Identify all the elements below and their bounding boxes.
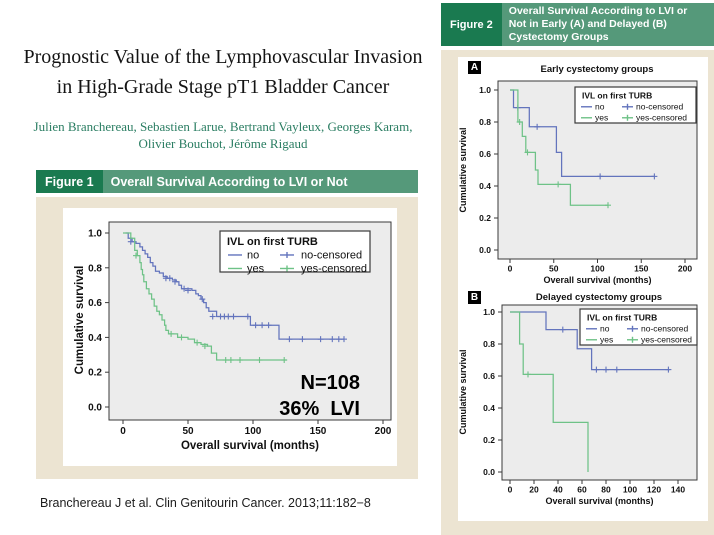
figure2b-km-chart <box>458 290 708 522</box>
svg-text:0.0: 0.0 <box>483 466 495 477</box>
legend <box>575 87 696 123</box>
svg-text:0.0: 0.0 <box>88 402 102 414</box>
svg-text:36% LVI: 36% LVI <box>279 398 360 420</box>
page-title <box>0 42 446 102</box>
figure1-km-chart <box>63 208 397 466</box>
figure1-header-title: Overall Survival According to LVI or Not <box>103 170 418 193</box>
figure1-background <box>36 197 418 479</box>
authors-line-1: Julien Branchereau, Sebastien Larue, Bertrand Vayleux, Georges Karam, <box>33 119 413 134</box>
svg-text:150: 150 <box>634 263 649 274</box>
figure1-panel <box>36 170 418 479</box>
figure2a-km-chart <box>458 60 708 290</box>
figure1-header <box>36 170 418 193</box>
figure2-chart-card <box>458 57 708 521</box>
figure2-panel <box>441 3 714 535</box>
title-line-1: Prognostic Value of the Lymphovascular Invasion <box>23 46 423 68</box>
svg-text:no-censored: no-censored <box>641 323 689 334</box>
x-axis-label: Overall survival (months) <box>543 275 652 285</box>
chart-title: Early cystectomy groups <box>540 64 654 75</box>
svg-text:0.8: 0.8 <box>88 263 102 275</box>
panel-a-label: A <box>468 61 481 74</box>
y-axis-label: Cumulative survival <box>74 265 86 375</box>
x-axis-label: Overall survival (months) <box>545 496 654 506</box>
authors-line-2: Olivier Bouchot, Jérôme Rigaud <box>138 136 308 151</box>
citation: Branchereau J et al. Clin Genitourin Cancer. 2013;11:182−8 <box>40 496 371 510</box>
svg-text:100: 100 <box>622 484 638 495</box>
svg-text:150: 150 <box>309 426 327 437</box>
svg-text:20: 20 <box>529 484 539 495</box>
svg-text:0.0: 0.0 <box>479 244 491 255</box>
figure2-background <box>441 50 714 535</box>
svg-text:yes: yes <box>247 263 265 275</box>
figure1-label: Figure 1 <box>36 170 103 193</box>
svg-text:yes-censored: yes-censored <box>301 263 368 275</box>
svg-text:yes-censored: yes-censored <box>641 334 693 345</box>
svg-text:no-censored: no-censored <box>636 101 684 112</box>
svg-text:200: 200 <box>677 263 693 274</box>
svg-text:0.6: 0.6 <box>88 298 102 310</box>
svg-text:80: 80 <box>601 484 611 495</box>
svg-text:1.0: 1.0 <box>483 306 495 317</box>
svg-text:0.6: 0.6 <box>479 148 491 159</box>
svg-text:50: 50 <box>549 263 559 274</box>
svg-text:0.4: 0.4 <box>483 402 495 413</box>
figure2-label: Figure 2 <box>441 3 502 46</box>
legend <box>580 309 697 345</box>
svg-text:no: no <box>247 249 260 262</box>
svg-text:0.4: 0.4 <box>88 332 102 344</box>
figure2-header <box>441 3 714 46</box>
svg-text:40: 40 <box>553 484 563 495</box>
svg-text:no: no <box>600 323 610 334</box>
svg-text:100: 100 <box>590 263 605 274</box>
svg-text:0.2: 0.2 <box>483 434 495 445</box>
svg-text:yes: yes <box>595 112 609 123</box>
authors <box>0 118 446 152</box>
svg-text:N=108: N=108 <box>300 372 360 394</box>
svg-text:0: 0 <box>120 426 126 437</box>
svg-text:no-censored: no-censored <box>301 249 363 262</box>
legend-title: IVL on first TURB <box>582 90 653 101</box>
legend-title: IVL on first TURB <box>587 312 658 323</box>
svg-text:0: 0 <box>507 484 513 495</box>
panel-b-label: B <box>468 291 481 304</box>
svg-text:1.0: 1.0 <box>88 228 102 240</box>
svg-text:no: no <box>595 101 605 112</box>
svg-text:60: 60 <box>577 484 587 495</box>
svg-text:0.4: 0.4 <box>479 180 491 191</box>
svg-text:0: 0 <box>507 263 513 274</box>
svg-text:yes: yes <box>600 334 614 345</box>
svg-text:yes-censored: yes-censored <box>636 112 688 123</box>
x-axis-label: Overall survival (months) <box>180 440 320 452</box>
title-line-2: in High-Grade Stage pT1 Bladder Cancer <box>56 76 390 98</box>
svg-text:0.8: 0.8 <box>479 116 491 127</box>
chart-title: Delayed cystectomy groups <box>535 292 663 303</box>
svg-text:100: 100 <box>244 426 262 437</box>
svg-text:0.8: 0.8 <box>483 338 495 349</box>
y-axis-label: Cumulative survival <box>458 127 468 213</box>
svg-text:0.2: 0.2 <box>479 212 491 223</box>
svg-text:0.6: 0.6 <box>483 370 495 381</box>
svg-text:0.2: 0.2 <box>88 367 102 379</box>
y-axis-label: Cumulative survival <box>458 349 468 435</box>
svg-text:200: 200 <box>374 426 392 437</box>
svg-text:1.0: 1.0 <box>479 84 491 95</box>
svg-text:50: 50 <box>182 426 194 437</box>
legend-title: IVL on first TURB <box>227 236 318 248</box>
figure2-header-title: Overall Survival According to LVI or Not in Early (A) and Delayed (B) Cystectomy Groups <box>502 3 714 46</box>
figure1-chart-card <box>63 208 397 466</box>
svg-text:140: 140 <box>670 484 686 495</box>
svg-text:120: 120 <box>646 484 662 495</box>
legend <box>220 231 370 275</box>
